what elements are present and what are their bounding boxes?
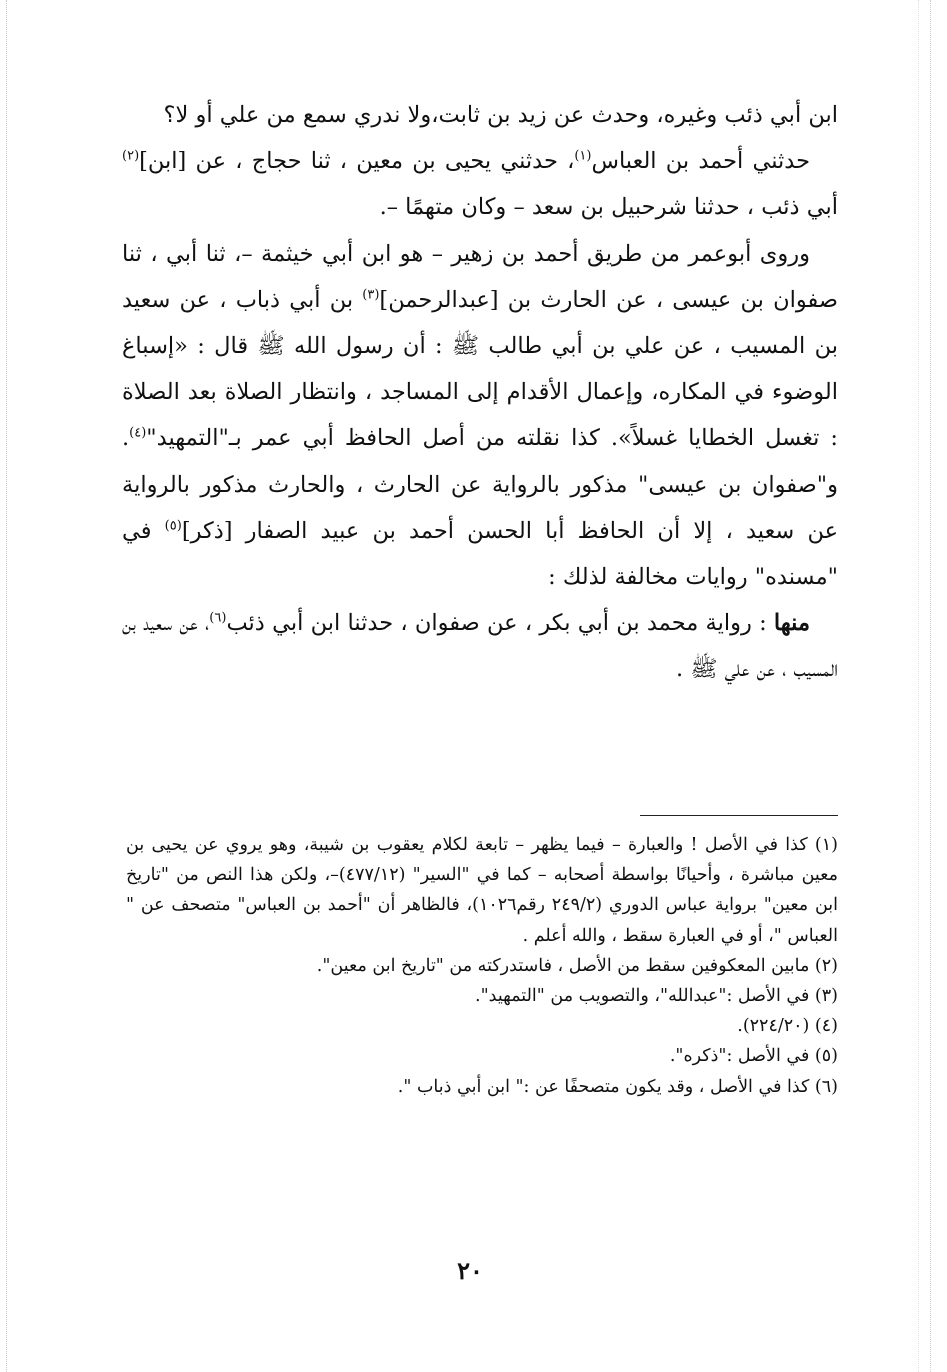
footnote-item: (٦) كذا في الأصل ، وقد يكون متصحفًا عن :" ابن أبي ذباب ". xyxy=(397,1076,838,1097)
footnote-separator xyxy=(640,815,838,816)
body-paragraph xyxy=(122,92,838,138)
footnote-item: (٣) في الأصل :"عبدالله"، والتصويب من "التمهيد". xyxy=(475,986,838,1007)
body-text xyxy=(122,92,838,693)
footnote-reference: (٣) xyxy=(362,287,380,303)
scan-edge-right-inner xyxy=(918,0,920,1372)
text-segment: ابن أبي ذئب وغيره، وحدث عن زيد بن ثابت،ولا ندري سمع من علي أو لا؟ xyxy=(163,102,838,128)
footnote-item: (١) كذا في الأصل ! والعبارة – فيما يظهر – تابعة لكلام يعقوب بن شيبة، وهو يروي عن يحيى بن معين مباشرة ، وأحيانًا بواسطة أصحابه – كما في "السير" (٤٧٧/١٢)–، ولكن هذا النص من "تاريخ ابن معين" برواية عباس الدوري (٢٤٩/٢ رقم١٠٢٦)، فالظاهر أن "أحمد بن العباس" متصحف عن " العباس "، أو في العبارة سقط ، والله أعلم . xyxy=(126,835,839,946)
footnote-item: (٤) (٢٢٤/٢٠). xyxy=(737,1016,838,1037)
footnote-item: (٢) مابين المعكوفين سقط من الأصل ، فاستدركته من "تاريخ ابن معين". xyxy=(316,955,838,976)
text-segment: أبي ذئب ، حدثنا شرحبيل بن سعد – وكان متهمًا –. xyxy=(379,194,838,221)
text-segment: ، حدثني يحيى بن معين ، ثنا حجاج ، عن [ابن] xyxy=(139,148,575,175)
footnote-reference: (٦) xyxy=(209,610,227,626)
text-segment: ، عن سعيد بن المسيب ، عن علي ﷺ . xyxy=(122,610,838,683)
page-number: ٢٠ xyxy=(457,1256,483,1285)
scan-edge-left xyxy=(6,0,8,1372)
footnotes xyxy=(126,830,838,1102)
text-segment: . و"صفوان بن عيسى" مذكور بالرواية عن الحارث ، والحارث مذكور بالرواية عن سعيد ، إلا أن الحافظ أبا الحسن أحمد بن عبيد الصفار [ذكر] xyxy=(122,425,838,544)
footnote-reference: (٢) xyxy=(122,148,140,164)
body-paragraph xyxy=(122,600,838,692)
footnote-reference: (٤) xyxy=(129,425,147,441)
body-paragraph xyxy=(122,231,838,601)
text-segment: : رواية محمد بن أبي بكر ، عن صفوان ، حدثنا ابن أبي ذئب xyxy=(226,610,774,637)
scan-edge-right xyxy=(930,0,932,1372)
bold-text-segment: منها xyxy=(773,610,810,637)
text-segment: بن أبي ذباب ، عن سعيد بن المسيب ، عن علي بن أبي طالب ﷺ : أن رسول الله ﷺ قال : «إسباغ الوضوء في المكاره، وإعمال الأقدام إلى المساجد ، وانتظار الصلاة بعد الصلاة : تغسل الخطايا غسلاً». كذا نقلته من أصل الحافظ أبي عمر بـ"التمهيد" xyxy=(122,286,838,452)
text-segment: وروى أبوعمر من طريق أحمد بن زهير – هو ابن أبي خيثمة –، ثنا أبي ، ثنا صفوان بن عيسى ، عن الحارث بن [عبدالرحمن] xyxy=(122,240,838,313)
footnote-reference: (١) xyxy=(574,148,592,164)
text-segment: حدثني أحمد بن العباس xyxy=(591,148,811,175)
body-paragraph xyxy=(122,138,838,230)
text-segment: في "مسنده" روايات مخالفة لذلك : xyxy=(122,517,838,591)
footnote-item: (٥) في الأصل :"ذكره". xyxy=(669,1046,838,1067)
footnote-reference: (٥) xyxy=(164,518,182,534)
